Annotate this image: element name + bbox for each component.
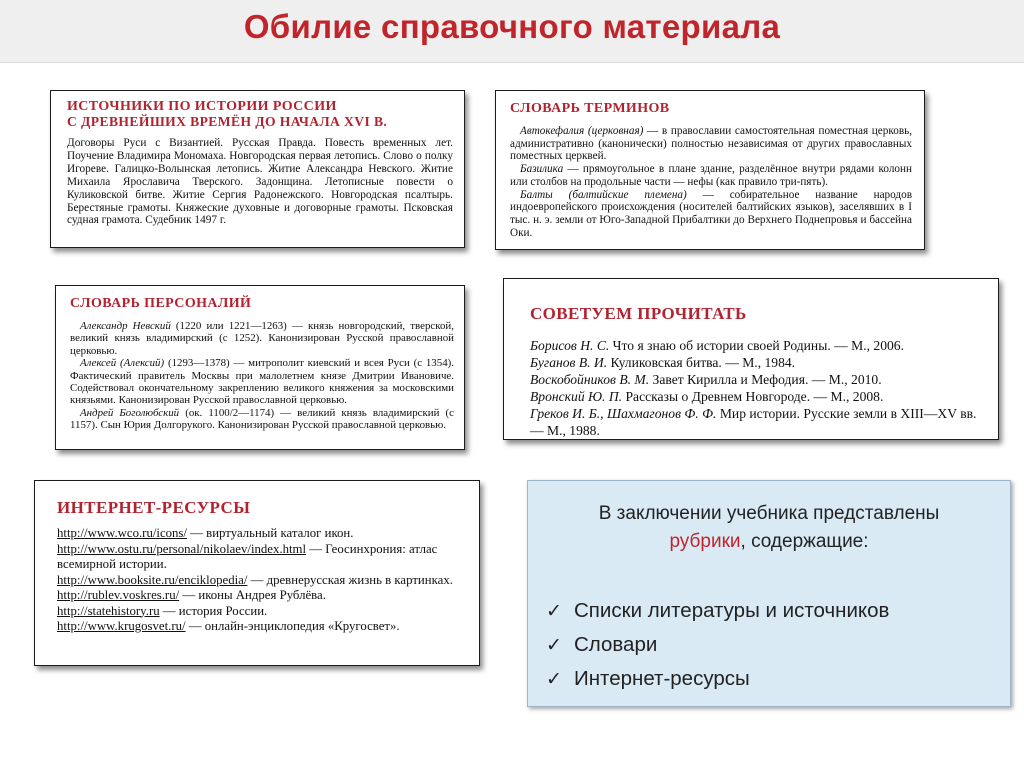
summary-item-label: Списки литературы и источников: [574, 599, 890, 622]
book-author: Греков И. Б., Шахмагонов Ф. Ф.: [530, 406, 717, 421]
summary-item: [546, 662, 889, 696]
person-entry: [70, 320, 454, 357]
person-description: (1293—1378) — митрополит киевский и всея Руси (с 1354). Фактический правитель Москвы при малолетнем князе Дмитрии Ивановиче. Содействовал окончательному закреплению великого княжения за московскими князьями. Канонизирован Русской православной церковью.: [70, 357, 454, 407]
resource-description: — Геосинхрония: атлас всемирной истории.: [57, 541, 438, 571]
book-title: Куликовская битва. — М., 1984.: [607, 355, 796, 370]
internet-heading: ИНТЕРНЕТ-РЕСУРСЫ: [57, 498, 251, 517]
glossary-list: [510, 125, 912, 239]
internet-card: [34, 480, 480, 666]
person-name: Александр Невский: [80, 320, 171, 332]
summary-item-label: Интернет-ресурсы: [574, 667, 750, 690]
resource-description: — онлайн-энциклопедия «Кругосвет».: [185, 619, 400, 633]
glossary-entry: [510, 163, 912, 188]
glossary-entry: [510, 125, 912, 163]
resource-item: [57, 619, 475, 635]
resource-link[interactable]: http://statehistory.ru: [57, 603, 160, 618]
resource-item: [57, 588, 475, 604]
reading-item: [530, 337, 992, 354]
glossary-term: Балты (балтийские племена): [520, 188, 687, 201]
glossary-definition: — прямоугольное в плане здание, разделённое внутри рядами колонн или столбов на продольные части — нефы (как правило три-пять).: [510, 163, 912, 188]
summary-box: [527, 480, 1011, 707]
glossary-card: [495, 90, 925, 250]
reading-card: [503, 278, 999, 440]
reading-item: [530, 354, 992, 371]
resource-item: [57, 604, 475, 620]
persons-heading: СЛОВАРЬ ПЕРСОНАЛИЙ: [70, 296, 252, 311]
glossary-heading: СЛОВАРЬ ТЕРМИНОВ: [510, 101, 670, 116]
person-entry: [70, 407, 454, 432]
summary-line2: [528, 531, 1010, 553]
sources-heading-line1: ИСТОЧНИКИ ПО ИСТОРИИ РОССИИ: [67, 99, 337, 114]
book-author: Воскобойников В. М.: [530, 372, 650, 387]
book-title: Рассказы о Древнем Новгороде. — М., 2008.: [622, 389, 884, 404]
reading-item: [530, 371, 992, 388]
reading-item: [530, 405, 992, 439]
persons-list: [70, 320, 454, 432]
glossary-term: Базилика: [520, 163, 564, 176]
reading-item: [530, 388, 992, 405]
resource-item: [57, 526, 475, 542]
book-title: Мир истории. Русские земли в XIII—XV вв. — М., 1988.: [530, 406, 977, 438]
summary-list: [546, 594, 889, 696]
book-title: Что я знаю об истории своей Родины. — М., 2006.: [609, 338, 904, 353]
book-title: Завет Кирилла и Мефодия. — М., 2010.: [649, 372, 882, 387]
sources-card: [50, 90, 465, 248]
summary-line2-rest: , содержащие:: [740, 531, 869, 552]
glossary-term: Автокефалия (церковная): [520, 125, 644, 137]
glossary-entry: [510, 189, 912, 240]
checkmark-icon: ✓: [546, 601, 562, 622]
summary-item: [546, 628, 889, 662]
reading-heading: СОВЕТУЕМ ПРОЧИТАТЬ: [530, 304, 747, 323]
resource-description: — древнерусская жизнь в картинках.: [247, 572, 453, 587]
reading-list: [530, 337, 992, 439]
slide-title: Обилие справочного материала: [243, 8, 781, 45]
resource-item: [57, 573, 475, 589]
book-author: Борисов Н. С.: [530, 338, 610, 353]
person-description: (ок. 1100/2—1174) — великий князь владимирский (с 1157). Сын Юрия Долгорукого. Канонизирован Русской православной церковью.: [70, 406, 454, 432]
checkmark-icon: ✓: [546, 635, 562, 656]
resource-link[interactable]: http://rublev.voskres.ru/: [57, 588, 180, 602]
glossary-definition: — собирательное название народов индоевропейского происхождения (носителей балтийских языков), заселявших в I тыс. н. э. земли от Юго-Западной Прибалтики до Верхнего Поднепровья и бассейна Оки.: [510, 188, 912, 239]
resource-link[interactable]: http://www.booksite.ru/enciklopedia/: [57, 572, 248, 587]
book-author: Буганов В. И.: [530, 355, 608, 370]
resource-description: — виртуальный каталог икон.: [186, 526, 354, 540]
book-author: Вронский Ю. П.: [530, 389, 623, 404]
resource-link[interactable]: http://www.krugosvet.ru/: [57, 619, 186, 633]
internet-links: [57, 526, 475, 635]
summary-line1: В заключении учебника представлены: [598, 503, 940, 524]
person-name: Алексей (Алексий): [80, 357, 165, 370]
resource-description: — история России.: [159, 603, 268, 618]
resource-link[interactable]: http://www.ostu.ru/personal/nikolaev/index.html: [57, 541, 307, 556]
summary-item-label: Словари: [574, 633, 658, 656]
glossary-definition: — в православии самостоятельная поместная церковь, административно (канонически) полностью независимая от других православных поместных церквей.: [510, 125, 912, 163]
person-description: (1220 или 1221—1263) — князь новгородский, тверской, великий князь владимирский (с 1252). Канонизирован Русской православной церковью.: [70, 320, 454, 357]
checkmark-icon: ✓: [546, 669, 562, 690]
summary-item: [546, 594, 889, 628]
resource-description: — иконы Андрея Рублёва.: [179, 588, 326, 602]
sources-heading-line2: С ДРЕВНЕЙШИХ ВРЕМЁН ДО НАЧАЛА XVI В.: [67, 114, 388, 129]
summary-highlight: рубрики: [669, 531, 741, 552]
person-name: Андрей Боголюбский: [80, 406, 180, 419]
person-entry: [70, 357, 454, 407]
sources-text: Договоры Руси с Византией. Русская Правда. Повесть временных лет. Поучение Владимира Мономаха. Новгородская первая летопись. Слово о полку Игореве. Галицко-Волынская летопись. Житие Александра Невского. Житие Михаила Ярославича Тверского. Задонщина. Летописные повести о Куликовской битве. Житие Сергия Радонежского. Новгородская псалтырь. Берестяные грамоты. Княжеские духовные и договорные грамоты. Псковская судная грамота. Судебник 1497 г.: [67, 137, 453, 227]
resource-item: [57, 542, 475, 573]
resource-link[interactable]: http://www.wco.ru/icons/: [57, 526, 187, 540]
persons-card: [55, 285, 465, 450]
